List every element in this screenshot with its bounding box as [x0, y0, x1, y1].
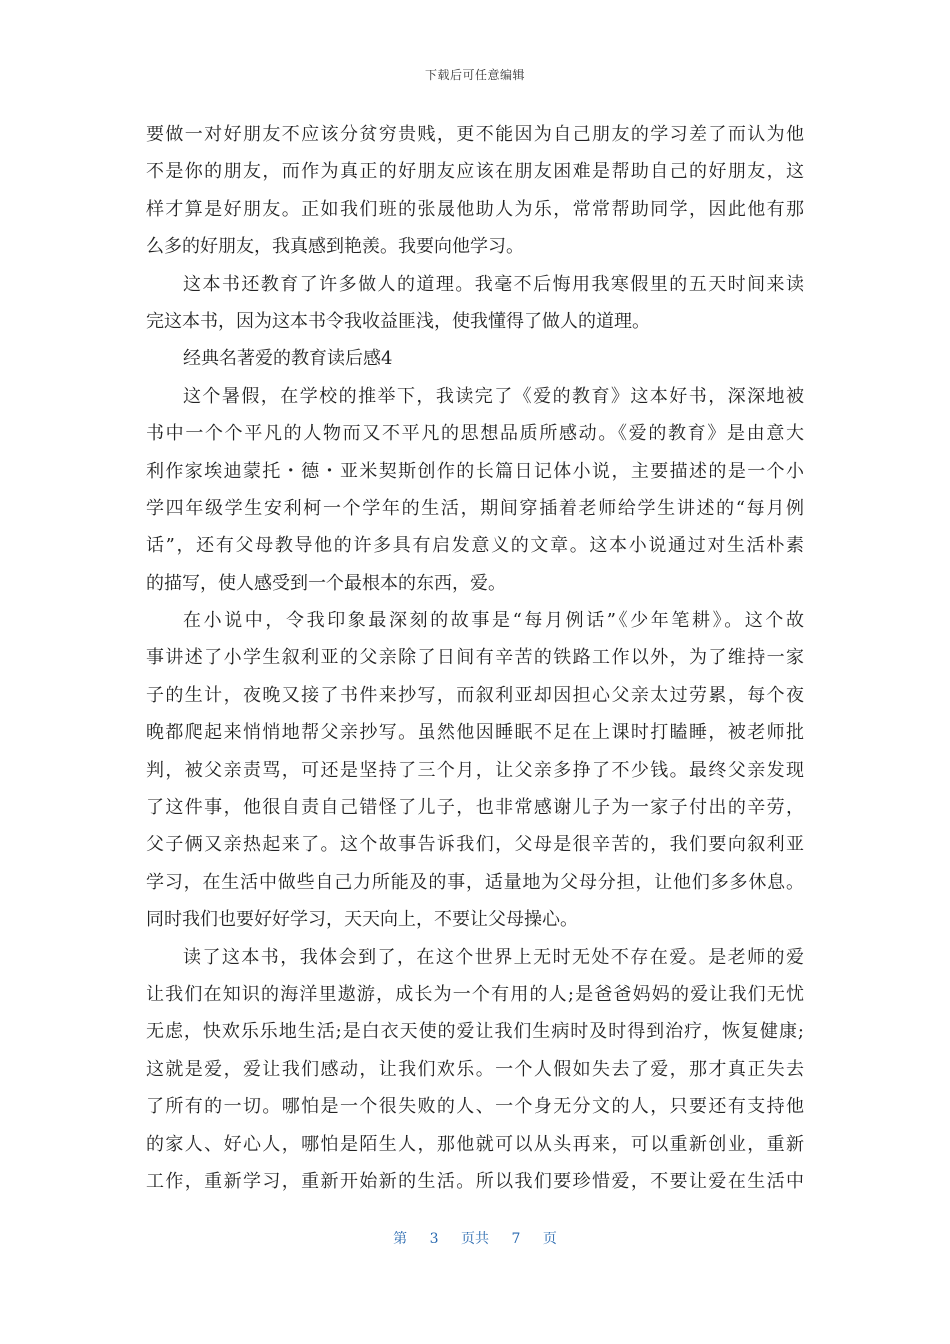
- paragraph: [146, 378, 804, 602]
- text-line: 工作，重新学习，重新开始新的生活。所以我们要珍惜爱，不要让爱在生活中: [146, 1170, 804, 1192]
- text-line: 么多的好朋友，我真感到艳羡。我要向他学习。: [146, 236, 524, 258]
- text-line: 在小说中，令我印象最深刻的故事是“每月例话”《少年笔耕》。这个故: [183, 610, 804, 632]
- text-line: 无虑，快欢乐乐地生活;是白衣天使的爱让我们生病时及时得到治疗，恢复健康;: [146, 1021, 804, 1043]
- paragraph: [146, 939, 804, 1201]
- current-page-number: 3: [429, 1231, 439, 1247]
- paragraph: [146, 266, 804, 341]
- text-line: 不是你的朋友，而作为真正的好朋友应该在朋友困难是帮助自己的好朋友，这: [146, 161, 804, 183]
- footer-label-end: 页: [542, 1231, 557, 1247]
- text-line: 的家人、好心人，哪怕是陌生人，那他就可以从头再来，可以重新创业，重新: [146, 1133, 804, 1155]
- total-pages-number: 7: [511, 1231, 521, 1247]
- page-footer: [0, 1228, 950, 1248]
- text-line: 这就是爱，爱让我们感动，让我们欢乐。一个人假如失去了爱，那才真正失去: [146, 1058, 804, 1080]
- text-line: 子的生计，夜晚又接了书件来抄写，而叙利亚却因担心父亲太过劳累，每个夜: [146, 684, 804, 706]
- text-line: 样才算是好朋友。正如我们班的张晟他助人为乐，常常帮助同学，因此他有那: [146, 198, 804, 220]
- text-line: 事讲述了小学生叙利亚的父亲除了日间有辛苦的铁路工作以外，为了维持一家: [146, 647, 804, 669]
- text-line: 话”，还有父母教导他的许多具有启发意义的文章。这本小说通过对生活朴素: [146, 535, 804, 557]
- text-line: 了所有的一切。哪怕是一个很失败的人、一个身无分文的人，只要还有支持他: [146, 1096, 804, 1118]
- page-header: 下载后可任意编辑: [424, 68, 525, 82]
- paragraph: [146, 116, 804, 266]
- text-line: 了这件事，他很自责自己错怪了儿子，也非常感谢儿子为一家子付出的辛劳，: [146, 797, 804, 819]
- text-line: 要做一对好朋友不应该分贫穷贵贱，更不能因为自己朋友的学习差了而认为他: [146, 124, 804, 145]
- text-line: 晚都爬起来悄悄地帮父亲抄写。虽然他因睡眠不足在上课时打瞌睡，被老师批: [146, 722, 804, 744]
- text-line: 学四年级学生安利柯一个学年的生活，期间穿插着老师给学生讲述的“每月例: [146, 497, 804, 519]
- text-line: 这本书还教育了许多做人的道理。我毫不后悔用我寒假里的五天时间来读: [183, 273, 804, 295]
- text-line: 的描写，使人感受到一个最根本的东西，爱。: [146, 572, 506, 594]
- text-line: 让我们在知识的海洋里遨游，成长为一个有用的人;是爸爸妈妈的爱让我们无忧: [146, 983, 804, 1005]
- footer-label-of: 页共: [461, 1231, 489, 1247]
- text-line: 父子俩又亲热起来了。这个故事告诉我们，父母是很辛苦的，我们要向叙利亚: [146, 834, 804, 856]
- section-heading: [146, 340, 804, 377]
- text-line: 完这本书，因为这本书令我收益匪浅，使我懂得了做人的道理。: [146, 310, 650, 332]
- document-body: [146, 116, 804, 1200]
- text-line: 读了这本书，我体会到了，在这个世界上无时无处不存在爱。是老师的爱: [183, 946, 804, 968]
- text-line: 书中一个个平凡的人物而又不平凡的思想品质所感动。《爱的教育》是由意大: [146, 423, 804, 445]
- footer-label-page: 第: [393, 1231, 408, 1247]
- text-line: 学习，在生活中做些自己力所能及的事，适量地为父母分担，让他们多多休息。: [146, 871, 804, 893]
- text-line: 同时我们也要好好学习，天天向上，不要让父母操心。: [146, 909, 578, 931]
- text-line: 这个暑假，在学校的推举下，我读完了《爱的教育》这本好书，深深地被: [183, 385, 804, 407]
- paragraph: [146, 602, 804, 939]
- text-line: 利作家埃迪蒙托・德・亚米契斯创作的长篇日记体小说，主要描述的是一个小: [146, 460, 804, 482]
- text-line: 判，被父亲责骂，可还是坚持了三个月，让父亲多挣了不少钱。最终父亲发现: [146, 759, 804, 781]
- section-heading-text: 经典名著爱的教育读后感4: [183, 348, 393, 370]
